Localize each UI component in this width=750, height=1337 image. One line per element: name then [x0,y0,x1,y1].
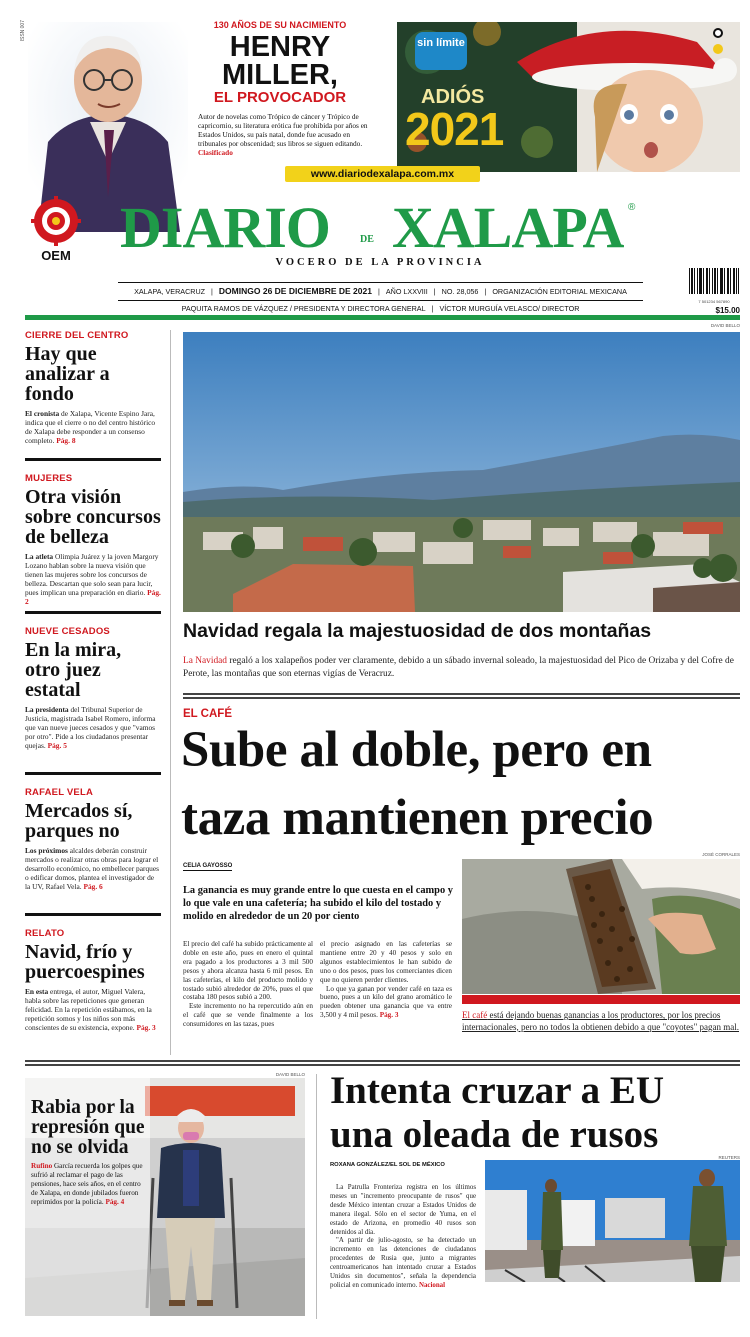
sin-limite-badge: sin límite [415,32,467,70]
masthead-tagline: VOCERO DE LA PROVINCIA [275,257,485,268]
oem-seal [30,196,82,266]
rabia-body: Rufino García recuerda los golpes que sufrió al reclamar el pago de las pensiones, hace seis años, en el centro de Xalapa, en donde jubilados fueron reprimidos por la policía. Pág. 4 [31,1162,143,1206]
promo-anniversary: 130 AÑOS DE SU NACIMIENTO [213,20,347,30]
registered-mark: ® [628,202,636,213]
cafe-headline-1[interactable]: Sube al doble, pero en [181,722,652,778]
side-code: ISSN 007 [20,20,26,42]
red-caption-bar [462,995,740,1004]
rusos-photo-credit: REUTERS [718,1155,740,1160]
green-divider [25,315,740,320]
sidebar-story-5[interactable]: RELATO Navid, frío y puercoespines En esta entrega, el autor, Miguel Valera, habla sobre las repeticiones que generan felicidad. En la repetición estábamos, en la repetición somos y los niños son más conscientes de su existencia, expone. Pág. 3 [25,928,156,1032]
sidebar-story-2[interactable]: MUJERES Otra visión sobre concursos de belleza La atleta Olimpia Juárez y la joven Margory Lozano hablan sobre la nueva visión que tienen las mujeres sobre los concursos de belleza. Descartan que solo sean para lucir, pues implican una preparación en diario. Pág. 2 [25,473,161,606]
cafe-deck: La ganancia es muy grande entre lo que cuesta en el campo y lo que vale en una cafetería; ha subido el kilo del tostado y molido en alrededor de un 20 por ciento [183,885,453,922]
sidebar-story-1[interactable]: CIERRE DEL CENTRO Hay que analizar a fondo El cronista de Xalapa, Vicente Espino Jara, indica que el cierre o no del centro histórico de Xalapa debe responder a un consenso completo. Pág. 8 [25,330,156,445]
rusos-body: La Patrulla Fronteriza registra en los últimos meses un "incremento preocupante de rusos" que desde México intentan cruzar a Estados Unidos de manera ilegal. Sólo en el sector de Yuma, en el estado de Arizona, en promedio 40 rusos son detenidos al día. "A partir de julio-agosto, se ha detectado un incremento en las detenciones de ciudadanos procedentes de Rusia que, junto a migrantes centroamericanos han intentado cruzar a Estados Unidos sin documentos", señala la dependencia policial en comunicado interno. Nacional [330,1184,476,1289]
barcode-icon [688,268,740,298]
xalapa-mountains-photo[interactable] [183,332,740,612]
rusos-headline-2[interactable]: una oleada de rusos [330,1113,659,1156]
rabia-photo-credit: DAVID BELLO [275,1072,305,1077]
promo-title-2: MILLER, [222,59,338,91]
cafe-column-2: el precio asignado en las cafeterías se mantiene entre 20 y 40 pesos y solo en algunos establecimientos le han subido de uno o dos pesos, pues los comerciantes dicen que no quieren perder clientes. Lo que ya ganan por vender café en taza es bueno, pues a un kilo del grano aromático le pueden obtener una ganancia que va entre 3,500 y 4 mil pesos. Pág. 3 [320,940,452,1020]
coffee-beans-photo[interactable] [462,859,740,994]
rusos-headline-1[interactable]: Intenta cruzar a EU [330,1069,664,1112]
henry-miller-promo [190,20,370,170]
cafe-kicker: EL CAFÉ [183,708,232,720]
section-double-rule [25,1060,740,1066]
border-patrol-photo[interactable] [485,1160,740,1282]
cafe-caption: El café está dejando buenas ganancias a los productores, por los precios internacionales, pero no todos la obtienen debido a que "coyotes" pagan mal. [462,1010,740,1032]
double-rule [183,693,740,699]
rabia-photo[interactable] [25,1078,305,1316]
barcode-digits: 7 501234 567890 [698,299,730,304]
promo-title-1: HENRY [229,31,331,63]
barcode [688,268,740,315]
masthead-title [120,195,645,260]
main-photo-credit: DAVID BELLO [710,323,740,328]
promo-dots-icon [713,28,725,58]
rusos-byline: ROXANA GONZÁLEZ/EL SOL DE MÉXICO [330,1162,445,1168]
rabia-text [31,1098,159,1207]
adios-label: ADIÓS [421,86,485,108]
bottom-vertical-rule [316,1074,317,1319]
sidebar-story-4[interactable]: RAFAEL VELA Mercados sí, parques no Los próximos alcaldes deberán construir mercados o realizar otras obras para lograr el desarrollo económico, no embellecer parques o edificar domos, plantea el investigador de la UV, Rafael Vela. Pág. 6 [25,787,160,891]
masthead-name-left: DIARIO [120,195,330,260]
promo-body: Autor de novelas como Trópico de cáncer y Trópico de capricornio, su literatura erótica fue prohibida por años en Estados Unidos, su país natal, donde fue acusado en tribunales por obscenidad; sus libros se siguen editando. Clasificado [198,112,368,157]
oem-seal-icon [31,196,81,246]
cafe-byline: CELIA GAYOSSO [183,863,233,869]
cafe-photo-credit: JOSÉ CORRALES [702,852,740,857]
main-photo-caption: La Navidad regaló a los xalapeños poder ver claramente, debido a un sábado invernal soleado, la majestuosidad del Pico de Orizaba y del Cofre de Perote, las montañas que son eternas vigías de Veracruz. [183,656,734,679]
adios-2021-promo [397,22,740,172]
cafe-column-1: El precio del café ha subido prácticamente al doble en este año, pues en enero el quintal era pagado a los productores a 3 mil 500 pesos y ahora alcanza hasta 6 mil pesos. En las cafeterías, el kilo del producto molido y tostado subió alrededor de 20%, pues el que costaba 180 pesos subió a 200. Este incremento no ha repercutido aún en el café que se vende finalmente a los consumidores en las tazas, pues [183,940,313,1029]
cafe-headline-2[interactable]: taza mantienen precio [181,790,654,846]
sidebar-vertical-rule [170,330,171,1055]
website-url[interactable]: www.diariodexalapa.com.mx [285,166,480,182]
promo-subtitle: EL PROVOCADOR [213,89,347,106]
sidebar [25,330,161,1055]
year-label: 2021 [405,103,504,155]
info-line: XALAPA, VERACRUZ | DOMINGO 26 DE DICIEMBRE DE 2021 | AÑO LXXVIII | NO. 28,056 | ORGANIZACIÓN EDITORIAL MEXICANA PAQUITA RAMOS DE VÁZQUEZ / PRESIDENTA Y DIRECTORA GENERAL | VÍCTOR MURGUÍA VELASCO/ DIRECTOR [118,282,643,322]
oem-label: OEM [41,248,71,263]
masthead-name-de: DE [360,234,374,245]
sidebar-story-3[interactable]: NUEVE CESADOS En la mira, otro juez estatal La presidenta del Tribunal Superior de Justicia, magistrada Isabel Romero, informa que van nueve jueces cesados y que "vamos por otro". Pide a los ciudadanos presentar quejas. Pág. 5 [25,626,156,750]
rabia-headline[interactable]: Rabia por la represión que no se olvida [31,1097,145,1158]
main-photo-headline[interactable]: Navidad regala la majestuosidad de dos montañas [183,620,652,642]
price: $15.00 [715,306,740,315]
masthead-name-right: XALAPA [392,195,624,260]
